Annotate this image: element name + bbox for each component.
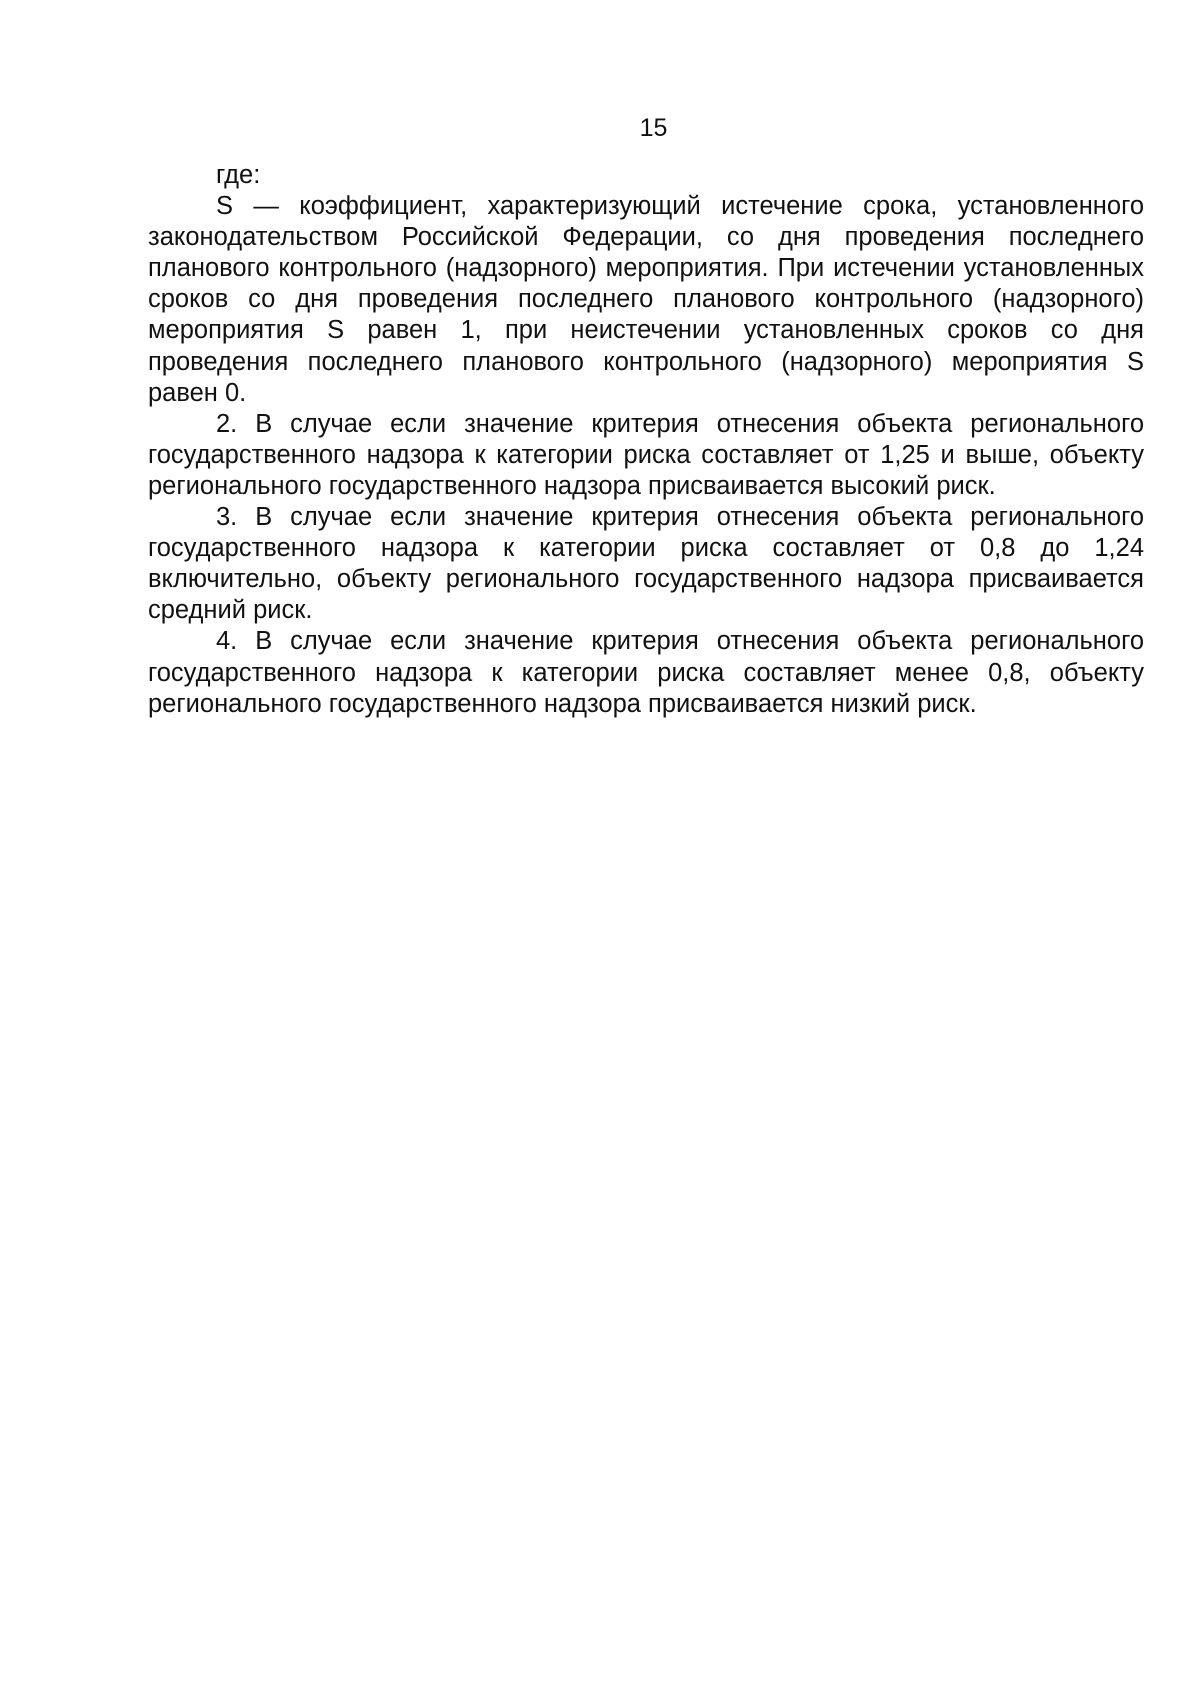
page-number: 15 <box>639 114 668 142</box>
paragraph-high-risk: 2. В случае если значение критерия отнесения объекта регионального государственного надзора к категории риска составляет от 1,25 и выше, объекту регионального государственного надзора присваивается высокий риск. <box>148 409 1144 500</box>
where-label: где: <box>216 161 261 189</box>
paragraph-s-coefficient: S — коэффициент, характеризующий истечение срока, установленного законодательством Российской Федерации, со дня проведения последнего планового контрольного (надзорного) мероприятия. При истечении установленных сроков со дня проведения последнего планового контрольного (надзорного) мероприятия S равен 1, при неистечении установленных сроков со дня проведения последнего планового контрольного (надзорного) мероприятия S равен 0. <box>148 192 1144 407</box>
paragraph-medium-risk: 3. В случае если значение критерия отнесения объекта регионального государственного надзора к категории риска составляет от 0,8 до 1,24 включительно, объекту регионального государственного надзора присваивается средний риск. <box>148 503 1144 625</box>
paragraph-low-risk: 4. В случае если значение критерия отнесения объекта регионального государственного надзора к категории риска составляет менее 0,8, объекту регионального государственного надзора присваивается низкий риск. <box>148 627 1144 718</box>
document-body <box>148 160 1144 720</box>
